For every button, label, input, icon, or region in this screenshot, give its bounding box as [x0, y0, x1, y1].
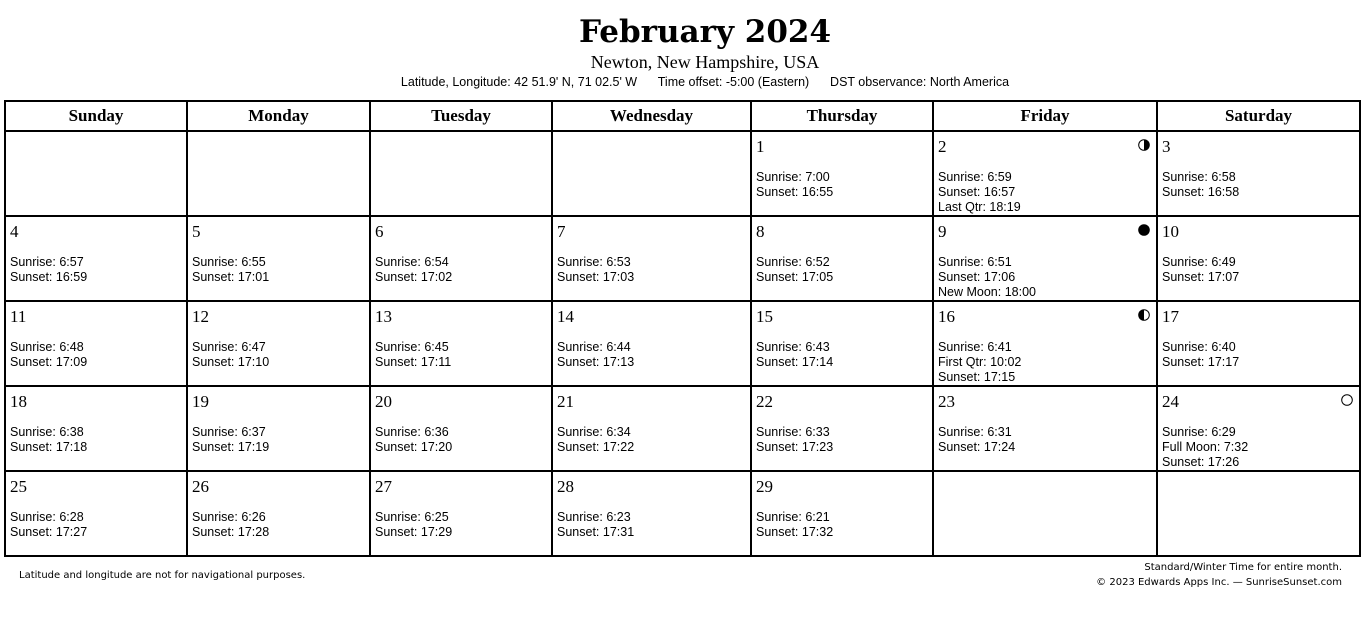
day-details [756, 510, 833, 540]
day-detail-line: Sunrise: 6:57 [10, 255, 84, 269]
day-detail-line: Sunrise: 6:36 [375, 425, 449, 439]
day-cell [5, 471, 187, 556]
day-detail-line: Sunrise: 6:28 [10, 510, 84, 524]
day-detail-line: Sunrise: 6:45 [375, 340, 449, 354]
day-cell [933, 131, 1157, 216]
day-detail-line: Sunrise: 6:31 [938, 425, 1012, 439]
day-number: 8 [756, 222, 765, 241]
day-detail-line: Sunrise: 6:29 [1162, 425, 1236, 439]
day-detail-line: Sunrise: 6:51 [938, 255, 1012, 269]
day-details [375, 255, 452, 285]
full-moon-icon [1341, 394, 1353, 406]
day-detail-line: Sunrise: 6:38 [10, 425, 84, 439]
day-number: 5 [192, 222, 201, 241]
day-cell [5, 386, 187, 471]
copyright-text: © 2023 Edwards Apps Inc. — SunriseSunset.com [1096, 577, 1342, 588]
weekday-header: Tuesday [370, 101, 552, 131]
day-detail-line: Sunrise: 6:26 [192, 510, 266, 524]
day-number: 29 [756, 477, 773, 496]
footer-info [1096, 560, 1342, 590]
day-detail-line: Sunrise: 6:49 [1162, 255, 1236, 269]
day-details [557, 340, 634, 370]
weekday-header: Wednesday [552, 101, 751, 131]
empty-day-cell [370, 131, 552, 216]
day-number: 4 [10, 222, 19, 241]
day-detail-line: Sunrise: 6:58 [1162, 170, 1236, 184]
day-number: 17 [1162, 307, 1179, 326]
day-number: 21 [557, 392, 574, 411]
day-cell [933, 386, 1157, 471]
day-cell [187, 301, 370, 386]
day-detail-line: Sunrise: 7:00 [756, 170, 830, 184]
day-detail-line: Sunrise: 6:40 [1162, 340, 1236, 354]
day-details [938, 425, 1015, 455]
day-detail-line: First Qtr: 10:02 [938, 355, 1022, 369]
day-cell [1157, 386, 1360, 471]
calendar-week-row [5, 386, 1360, 471]
day-detail-line: Sunset: 17:22 [557, 440, 635, 454]
day-detail-line: Sunset: 17:09 [10, 355, 88, 369]
day-detail-line: Sunrise: 6:23 [557, 510, 631, 524]
day-detail-line: Sunset: 16:58 [1162, 185, 1240, 199]
day-cell [751, 301, 933, 386]
day-cell [187, 386, 370, 471]
day-number: 18 [10, 392, 27, 411]
day-detail-line: Sunset: 17:31 [557, 525, 635, 539]
day-number: 12 [192, 307, 209, 326]
day-detail-line: Sunset: 17:29 [375, 525, 453, 539]
day-number: 7 [557, 222, 566, 241]
day-details [1162, 255, 1239, 285]
day-cell [187, 216, 370, 301]
day-cell [1157, 216, 1360, 301]
calendar-week-row [5, 471, 1360, 556]
time-offset-text: Time offset: -5:00 (Eastern) [657, 75, 810, 89]
day-details [557, 425, 634, 455]
empty-day-cell [187, 131, 370, 216]
day-number: 3 [1162, 137, 1171, 156]
day-detail-line: Sunrise: 6:48 [10, 340, 84, 354]
day-number: 19 [192, 392, 209, 411]
day-details [756, 340, 833, 370]
day-cell [370, 386, 552, 471]
day-cell [933, 301, 1157, 386]
day-detail-line: Sunrise: 6:53 [557, 255, 631, 269]
day-number: 28 [557, 477, 574, 496]
day-number: 2 [938, 137, 947, 156]
day-detail-line: Sunset: 17:11 [375, 355, 452, 369]
day-detail-line: Sunset: 17:19 [192, 440, 270, 454]
day-number: 24 [1162, 392, 1179, 411]
day-details [1162, 340, 1239, 370]
navigation-disclaimer: Latitude and longitude are not for navigational purposes. [19, 570, 306, 581]
weekday-header: Monday [187, 101, 370, 131]
day-detail-line: New Moon: 18:00 [938, 285, 1036, 299]
day-detail-line: Sunset: 17:02 [375, 270, 453, 284]
day-detail-line: Sunrise: 6:47 [192, 340, 266, 354]
coordinates-text: Latitude, Longitude: 42 51.9' N, 71 02.5' W [400, 75, 638, 89]
day-cell [933, 216, 1157, 301]
day-details [756, 425, 833, 455]
day-number: 13 [375, 307, 392, 326]
day-details [1162, 425, 1248, 470]
day-number: 25 [10, 477, 27, 496]
calendar-grid [4, 100, 1361, 557]
day-detail-line: Sunset: 17:18 [10, 440, 88, 454]
day-detail-line: Sunrise: 6:25 [375, 510, 449, 524]
dst-observance-text: DST observance: North America [830, 75, 1010, 89]
day-details [1162, 170, 1239, 200]
new-moon-icon [1138, 224, 1150, 236]
day-detail-line: Sunset: 17:20 [375, 440, 453, 454]
day-detail-line: Sunrise: 6:59 [938, 170, 1012, 184]
day-detail-line: Sunset: 16:59 [10, 270, 88, 284]
weekday-header-row [5, 101, 1360, 131]
day-cell [1157, 131, 1360, 216]
day-detail-line: Sunset: 17:06 [938, 270, 1016, 284]
day-details [192, 255, 269, 285]
day-detail-line: Sunset: 17:32 [756, 525, 834, 539]
day-detail-line: Sunset: 17:03 [557, 270, 635, 284]
day-details [375, 425, 452, 455]
day-detail-line: Sunset: 17:26 [1162, 455, 1240, 469]
location-info-line [0, 74, 1366, 90]
day-details [192, 340, 269, 370]
first-quarter-moon-icon [1138, 309, 1150, 321]
day-details [10, 340, 87, 370]
day-cell [370, 216, 552, 301]
day-detail-line: Sunset: 17:14 [756, 355, 834, 369]
day-number: 22 [756, 392, 773, 411]
day-cell [552, 471, 751, 556]
day-detail-line: Sunrise: 6:41 [938, 340, 1012, 354]
day-details [192, 425, 269, 455]
day-detail-line: Sunset: 17:17 [1162, 355, 1240, 369]
day-number: 27 [375, 477, 392, 496]
day-detail-line: Sunset: 17:15 [938, 370, 1016, 384]
day-detail-line: Sunset: 16:55 [756, 185, 834, 199]
empty-day-cell [552, 131, 751, 216]
day-detail-line: Sunset: 17:27 [10, 525, 88, 539]
day-detail-line: Sunrise: 6:34 [557, 425, 631, 439]
calendar-week-row [5, 131, 1360, 216]
day-details [938, 255, 1036, 300]
day-detail-line: Sunset: 17:24 [938, 440, 1016, 454]
day-cell [751, 216, 933, 301]
day-number: 20 [375, 392, 392, 411]
page-title: February 2024 [578, 14, 832, 50]
day-detail-line: Sunset: 17:01 [192, 270, 270, 284]
day-details [10, 425, 87, 455]
day-number: 11 [10, 307, 27, 326]
day-number: 26 [192, 477, 209, 496]
empty-day-cell [5, 131, 187, 216]
last-quarter-moon-icon [1138, 139, 1150, 151]
day-detail-line: Sunset: 16:57 [938, 185, 1016, 199]
day-detail-line: Sunset: 17:13 [557, 355, 635, 369]
day-cell [751, 386, 933, 471]
time-note: Standard/Winter Time for entire month. [1144, 562, 1342, 573]
day-detail-line: Sunset: 17:07 [1162, 270, 1240, 284]
day-detail-line: Sunrise: 6:54 [375, 255, 449, 269]
day-number: 6 [375, 222, 384, 241]
weekday-header: Friday [933, 101, 1157, 131]
day-detail-line: Sunset: 17:10 [192, 355, 270, 369]
day-detail-line: Sunrise: 6:43 [756, 340, 830, 354]
location-name: Newton, New Hampshire, USA [590, 52, 820, 72]
day-detail-line: Sunrise: 6:55 [192, 255, 266, 269]
day-detail-line: Sunset: 17:23 [756, 440, 834, 454]
day-cell [751, 471, 933, 556]
day-cell [552, 386, 751, 471]
empty-day-cell [1157, 471, 1360, 556]
day-cell [5, 301, 187, 386]
day-detail-line: Sunrise: 6:52 [756, 255, 830, 269]
day-detail-line: Sunrise: 6:21 [756, 510, 830, 524]
day-cell [5, 216, 187, 301]
day-detail-line: Sunrise: 6:44 [557, 340, 631, 354]
day-number: 15 [756, 307, 773, 326]
day-details [375, 510, 452, 540]
day-number: 16 [938, 307, 955, 326]
day-cell [370, 301, 552, 386]
calendar-week-row [5, 216, 1360, 301]
day-details [756, 255, 833, 285]
day-details [756, 170, 833, 200]
day-cell [552, 216, 751, 301]
day-detail-line: Sunrise: 6:37 [192, 425, 266, 439]
day-cell [1157, 301, 1360, 386]
weekday-header: Sunday [5, 101, 187, 131]
day-number: 1 [756, 137, 765, 156]
day-detail-line: Last Qtr: 18:19 [938, 200, 1021, 214]
day-detail-line: Full Moon: 7:32 [1162, 440, 1249, 454]
day-details [938, 170, 1021, 215]
day-number: 10 [1162, 222, 1179, 241]
day-cell [370, 471, 552, 556]
calendar-week-row [5, 301, 1360, 386]
day-number: 14 [557, 307, 574, 326]
day-detail-line: Sunrise: 6:33 [756, 425, 830, 439]
day-details [557, 510, 634, 540]
day-number: 23 [938, 392, 955, 411]
day-details [10, 255, 87, 285]
empty-day-cell [933, 471, 1157, 556]
day-cell [552, 301, 751, 386]
day-detail-line: Sunset: 17:28 [192, 525, 270, 539]
weekday-header: Saturday [1157, 101, 1360, 131]
day-details [192, 510, 269, 540]
day-details [375, 340, 451, 370]
day-number: 9 [938, 222, 947, 241]
day-cell [187, 471, 370, 556]
day-cell [751, 131, 933, 216]
day-detail-line: Sunset: 17:05 [756, 270, 834, 284]
day-details [938, 340, 1021, 385]
day-details [10, 510, 87, 540]
weekday-header: Thursday [751, 101, 933, 131]
day-details [557, 255, 634, 285]
